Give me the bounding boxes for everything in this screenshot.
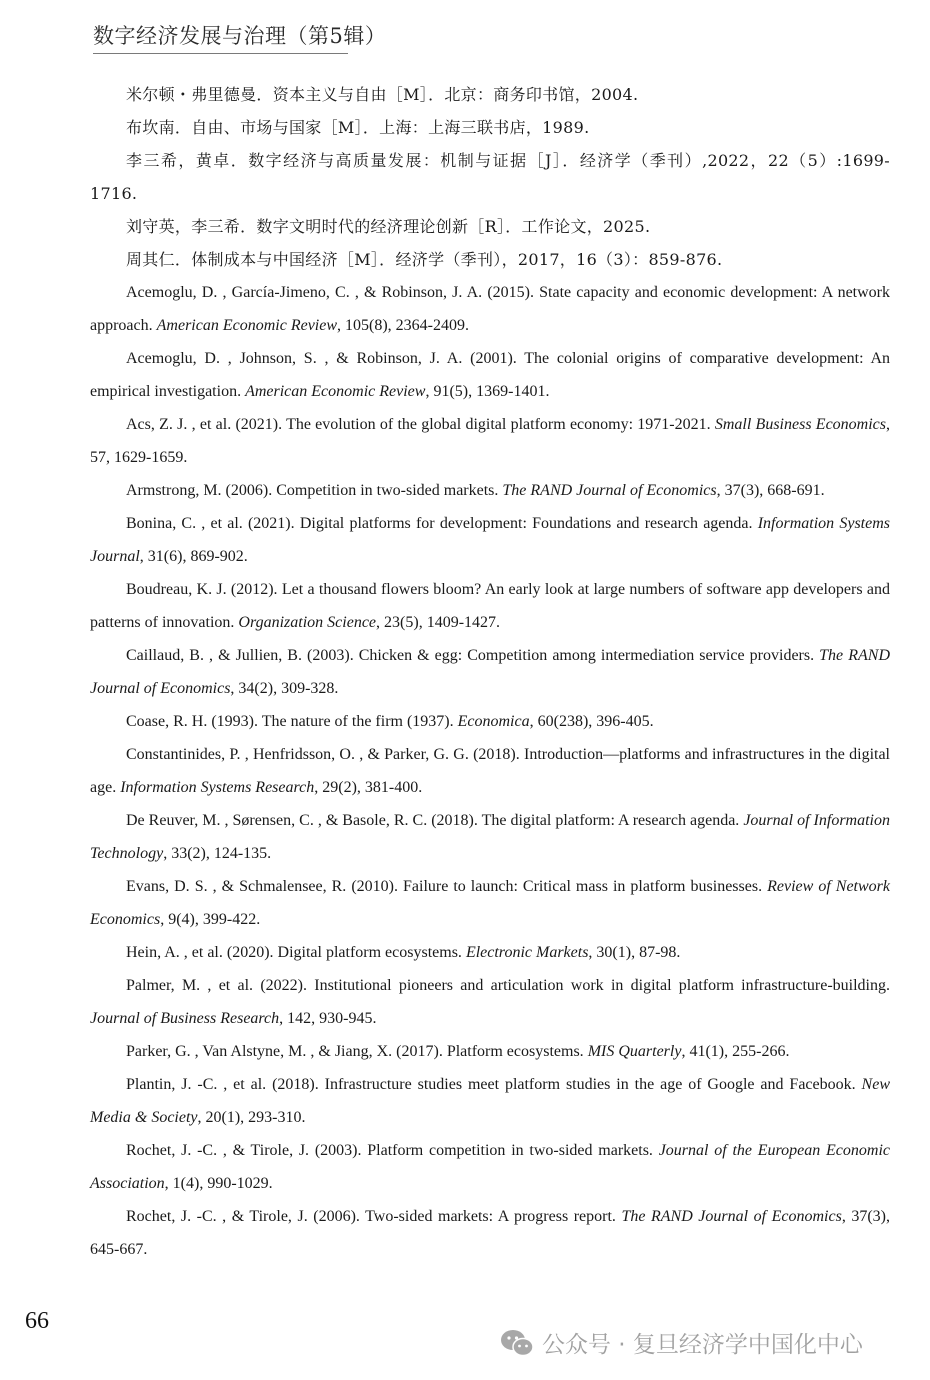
reference-journal: Information Systems Journal xyxy=(90,515,891,565)
reference-text: Rochet, J. -C. , & Tirole, J. (2003). Platform competition in two-sided markets. xyxy=(126,1142,659,1159)
running-header-title: 数字经济发展与治理（第5辑） xyxy=(93,24,387,48)
reference-text: , 1(4), 990-1029. xyxy=(164,1175,273,1192)
reference-entry xyxy=(90,1068,890,1134)
reference-text: Constantinides, P. , Henfridsson, O. , & Parker, G. G. (2018). Introduction—platforms and infrastructures in the digital age. xyxy=(90,746,890,796)
wechat-icon xyxy=(500,1329,534,1357)
reference-entry xyxy=(90,969,890,1035)
reference-entry xyxy=(90,243,890,276)
reference-text: , 9(4), 399-422. xyxy=(160,911,261,928)
reference-journal: Journal of Business Research xyxy=(90,1010,280,1027)
reference-text: , 33(2), 124-135. xyxy=(163,845,272,862)
reference-journal: Journal of the European Economic Association xyxy=(90,1142,890,1192)
reference-journal: The RAND Journal of Economics xyxy=(502,482,717,499)
reference-text: Parker, G. , Van Alstyne, M. , & Jiang, X. (2017). Platform ecosystems. xyxy=(126,1043,588,1060)
page-number: 66 xyxy=(25,1308,49,1334)
reference-journal: The RAND Journal of Economics xyxy=(90,647,890,697)
reference-journal: New Media & Society xyxy=(90,1076,890,1126)
reference-entry xyxy=(90,342,890,408)
reference-text: , 57, 1629-1659. xyxy=(90,416,890,466)
reference-text: 布坎南．自由、市场与国家［M］．上海：上海三联书店，1989. xyxy=(126,118,590,137)
reference-text: , 29(2), 381-400. xyxy=(314,779,423,796)
reference-journal: Electronic Markets xyxy=(465,944,589,961)
reference-text: Caillaud, B. , & Jullien, B. (2003). Chicken & egg: Competition among intermediation service providers. xyxy=(126,647,820,664)
reference-journal: American Economic Review xyxy=(156,317,338,334)
reference-text: , 91(5), 1369-1401. xyxy=(425,383,550,400)
reference-list xyxy=(90,78,890,1266)
reference-entry xyxy=(90,1200,890,1266)
reference-text: Plantin, J. -C. , et al. (2018). Infrastructure studies meet platform studies in the age of Google and Facebook. xyxy=(126,1076,862,1093)
reference-entry xyxy=(90,144,890,210)
reference-entry xyxy=(90,210,890,243)
reference-entry xyxy=(90,1035,890,1068)
reference-text: Evans, D. S. , & Schmalensee, R. (2010). Failure to launch: Critical mass in platform businesses. xyxy=(126,878,768,895)
reference-entry xyxy=(90,1134,890,1200)
reference-journal: The RAND Journal of Economics xyxy=(621,1208,842,1225)
reference-text: Bonina, C. , et al. (2021). Digital platforms for development: Foundations and research agenda. xyxy=(126,515,758,532)
reference-text: Acs, Z. J. , et al. (2021). The evolution of the global digital platform economy: 1971-2021. xyxy=(126,416,715,433)
reference-entry xyxy=(90,738,890,804)
reference-journal: Organization Science xyxy=(238,614,377,631)
reference-entry xyxy=(90,78,890,111)
reference-text: 周其仁．体制成本与中国经济［M］．经济学（季刊），2017，16（3）：859-876. xyxy=(126,250,723,269)
reference-text: Armstrong, M. (2006). Competition in two-sided markets. xyxy=(126,482,503,499)
reference-text: Coase, R. H. (1993). The nature of the firm (1937). xyxy=(126,713,458,730)
reference-text: 米尔顿・弗里德曼．资本主义与自由［M］．北京：商务印书馆，2004. xyxy=(126,85,639,104)
reference-entry xyxy=(90,936,890,969)
bottom-cropped-text xyxy=(0,1372,400,1380)
reference-journal: Information Systems Research xyxy=(120,779,315,796)
reference-text: De Reuver, M. , Sørensen, C. , & Basole, R. C. (2018). The digital platform: A research agenda. xyxy=(126,812,744,829)
reference-entry xyxy=(90,276,890,342)
reference-text: 刘守英，李三希．数字文明时代的经济理论创新［R］．工作论文，2025. xyxy=(126,217,651,236)
reference-text: , 37(3), 645-667. xyxy=(90,1208,891,1258)
watermark xyxy=(500,1326,863,1359)
reference-entry xyxy=(90,870,890,936)
reference-text: , 20(1), 293-310. xyxy=(197,1109,306,1126)
reference-text: , 37(3), 668-691. xyxy=(716,482,825,499)
reference-entry xyxy=(90,639,890,705)
reference-journal: American Economic Review xyxy=(245,383,426,400)
reference-text: Boudreau, K. J. (2012). Let a thousand flowers bloom? An early look at large numbers of software app developers and patterns of innovation. xyxy=(90,581,890,631)
reference-text: Acemoglu, D. , Johnson, S. , & Robinson, J. A. (2001). The colonial origins of comparative development: An empirical investigation. xyxy=(90,350,890,400)
watermark-text: 公众号 · 复旦经济学中国化中心 xyxy=(542,1332,863,1358)
reference-text: Hein, A. , et al. (2020). Digital platform ecosystems. xyxy=(126,944,466,961)
reference-entry xyxy=(90,507,890,573)
reference-text: Rochet, J. -C. , & Tirole, J. (2006). Two-sided markets: A progress report. xyxy=(126,1208,622,1225)
reference-entry xyxy=(90,474,890,507)
reference-text: 李三希，黄卓．数字经济与高质量发展：机制与证据［J］．经济学（季刊）,2022，22（5）:1699-1716. xyxy=(90,151,890,203)
reference-text: , 34(2), 309-328. xyxy=(230,680,339,697)
reference-text: , 23(5), 1409-1427. xyxy=(376,614,501,631)
reference-text: Palmer, M. , et al. (2022). Institutional pioneers and articulation work in digital platform infrastructure-building. xyxy=(126,977,890,994)
reference-text: , 41(1), 255-266. xyxy=(681,1043,790,1060)
reference-journal: Journal of Information Technology xyxy=(90,812,890,862)
reference-journal: MIS Quarterly xyxy=(587,1043,682,1060)
reference-journal: Review of Network Economics xyxy=(90,878,891,928)
reference-entry xyxy=(90,705,890,738)
reference-text: , 60(238), 396-405. xyxy=(529,713,654,730)
reference-journal: Small Business Economics xyxy=(714,416,886,433)
reference-entry xyxy=(90,804,890,870)
reference-text: , 30(1), 87-98. xyxy=(588,944,681,961)
reference-entry xyxy=(90,111,890,144)
reference-text: , 31(6), 869-902. xyxy=(139,548,248,565)
reference-entry xyxy=(90,408,890,474)
reference-entry xyxy=(90,573,890,639)
reference-text: , 142, 930-945. xyxy=(279,1010,377,1027)
running-header xyxy=(93,20,387,54)
reference-text: , 105(8), 2364-2409. xyxy=(337,317,469,334)
reference-journal: Economica xyxy=(457,713,530,730)
reference-text: Acemoglu, D. , García-Jimeno, C. , & Robinson, J. A. (2015). State capacity and economic development: A network approach. xyxy=(90,284,890,334)
